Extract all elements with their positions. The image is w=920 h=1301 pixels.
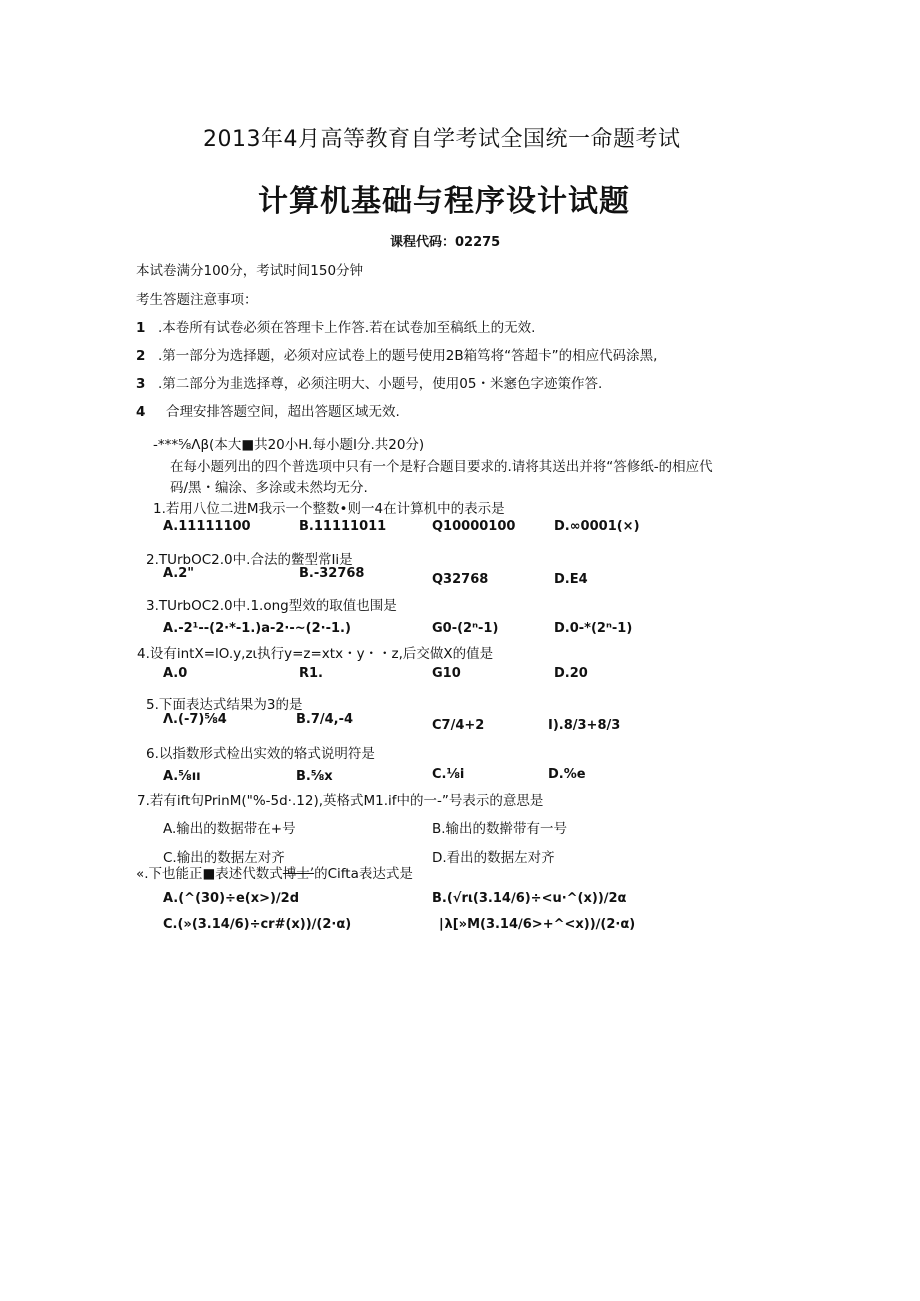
question-8-stem-start: «.下也能正■表述代数式 [136, 866, 283, 882]
question-7-option-b: B.输出的数擀带有一号 [432, 821, 568, 837]
question-7-option-c: C.输出的数据左对齐 [163, 850, 285, 866]
note-text: 合理安排答题空间，超出答题区域无效. [166, 404, 400, 420]
note-number: 4 [136, 404, 146, 420]
question-7-option-d: D.看出的数据左对齐 [432, 850, 555, 866]
question-8-option-d: ∣λ[»M(3.14∕6>+^<x))∕(2·α) [438, 917, 636, 932]
note-number: 2 [136, 348, 146, 364]
note-text: .本卷所有试卷必须在答理卡上作答.若在试卷加至稿纸上的无效. [158, 320, 536, 336]
note-text: .第二部分为韭选择尊，必须注明大、小题号，使用05・米窸色字迹策作答. [158, 376, 603, 392]
question-3-stem: 3.TUrbOC2.0中.1.ong型效的取值也围是 [146, 598, 397, 614]
score-time: 本试卷满分100分，考试时间150分钟 [136, 263, 364, 279]
note-number: 1 [136, 320, 146, 336]
note-2 [136, 344, 657, 364]
section-title: -***⅝Λβ(本大■共20小H.每小题I分.共20分) [153, 437, 425, 453]
question-8-option-c: C.(»(3.14∕6)÷cr#(x))∕(2·α) [163, 917, 352, 932]
question-6-option-d: D.%e [548, 767, 586, 782]
question-4-option-d: D.20 [554, 666, 588, 681]
question-1-stem: 1.若用八位二进M我示一个整数•则一4在计算机中的表示是 [153, 501, 505, 517]
question-5-option-c: C7/4+2 [432, 718, 485, 733]
question-8-option-a: A.(^(30)÷e(x>)∕2d [163, 891, 300, 906]
paper-title: 计算机基础与程序设计试题 [258, 184, 630, 219]
question-6-option-b: B.⅝x [296, 769, 333, 784]
question-5-option-b: B.7/4,-4 [296, 712, 354, 727]
question-6-option-c: C.⅛i [432, 767, 465, 782]
question-4-option-a: A.0 [163, 666, 188, 681]
note-4 [136, 400, 400, 420]
question-2-option-b: B.-32768 [299, 566, 365, 581]
question-7-option-a: A.输出的数据带在+号 [163, 821, 296, 837]
question-5-option-d: I).8/3+8/3 [548, 718, 621, 733]
question-5-option-a: Λ.(-7)⅝4 [163, 712, 227, 727]
question-2-option-a: A.2" [163, 566, 195, 581]
question-1-option-a: A.11111100 [163, 519, 251, 534]
note-text: .第一部分为选择题，必须对应试卷上的题号使用2B箱笃将“答超卡”的相应代码涂黑, [158, 348, 658, 364]
question-2-stem: 2.TUrbOC2.0中.合法的鳖型常Ii是 [146, 552, 353, 568]
question-1-option-c: Q10000100 [432, 519, 516, 534]
question-4-stem: 4.设有intX=lO.y,zι执行y=z=xtx・y・・z,后交做X的值是 [137, 646, 494, 662]
question-3-option-a: A.-2¹--(2·*-1.)a-2·-~(2·-1.) [163, 621, 351, 636]
question-3-option-d: D.0-*(2ⁿ-1) [554, 621, 633, 636]
question-1-option-d: D.∞0001(×) [554, 519, 640, 534]
section-instruction-1: 在每小题列出的四个普选项中只有一个是籽合题目要求的.请将其送出并将“答修纸-的相应代 [170, 459, 713, 475]
question-1-option-b: B.11111011 [299, 519, 387, 534]
question-2-option-c: Q32768 [432, 572, 489, 587]
note-1 [136, 316, 535, 336]
section-instruction-2: 码/黑・编涂、多涂或未然均无分. [170, 480, 368, 496]
exam-title: 2013年4月高等教育自学考试全国统一命题考试 [203, 127, 681, 152]
course-code-text: 课程代码：02275 [390, 235, 501, 250]
question-3-option-c: G0-(2ⁿ-1) [432, 621, 499, 636]
question-5-stem: 5.下面表达式结果为3的是 [146, 697, 303, 713]
question-8-option-b: B.(√rι(3.14∕6)÷<u·^(x))∕2α [432, 891, 627, 906]
note-number: 3 [136, 376, 146, 392]
question-8-stem-end: 的Cifta表达式是 [314, 866, 413, 882]
question-2-option-d: D.E4 [554, 572, 588, 587]
note-3 [136, 372, 602, 392]
question-8-formula: 博士’ [282, 866, 315, 882]
question-8-stem [136, 862, 413, 882]
question-4-option-b: R1. [299, 666, 323, 681]
question-7-stem: 7.若有ift句PrinM("%-5d·.12),英格式M1.if中的一-”号表示的意思是 [137, 793, 544, 809]
notice-title: 考生答题注意事项： [136, 292, 258, 308]
course-code [390, 231, 500, 250]
question-4-option-c: G10 [432, 666, 461, 681]
question-6-stem: 6.以指数形式检出实效的辂式说明符是 [146, 746, 375, 762]
question-6-option-a: A.⅝ıı [163, 769, 201, 784]
